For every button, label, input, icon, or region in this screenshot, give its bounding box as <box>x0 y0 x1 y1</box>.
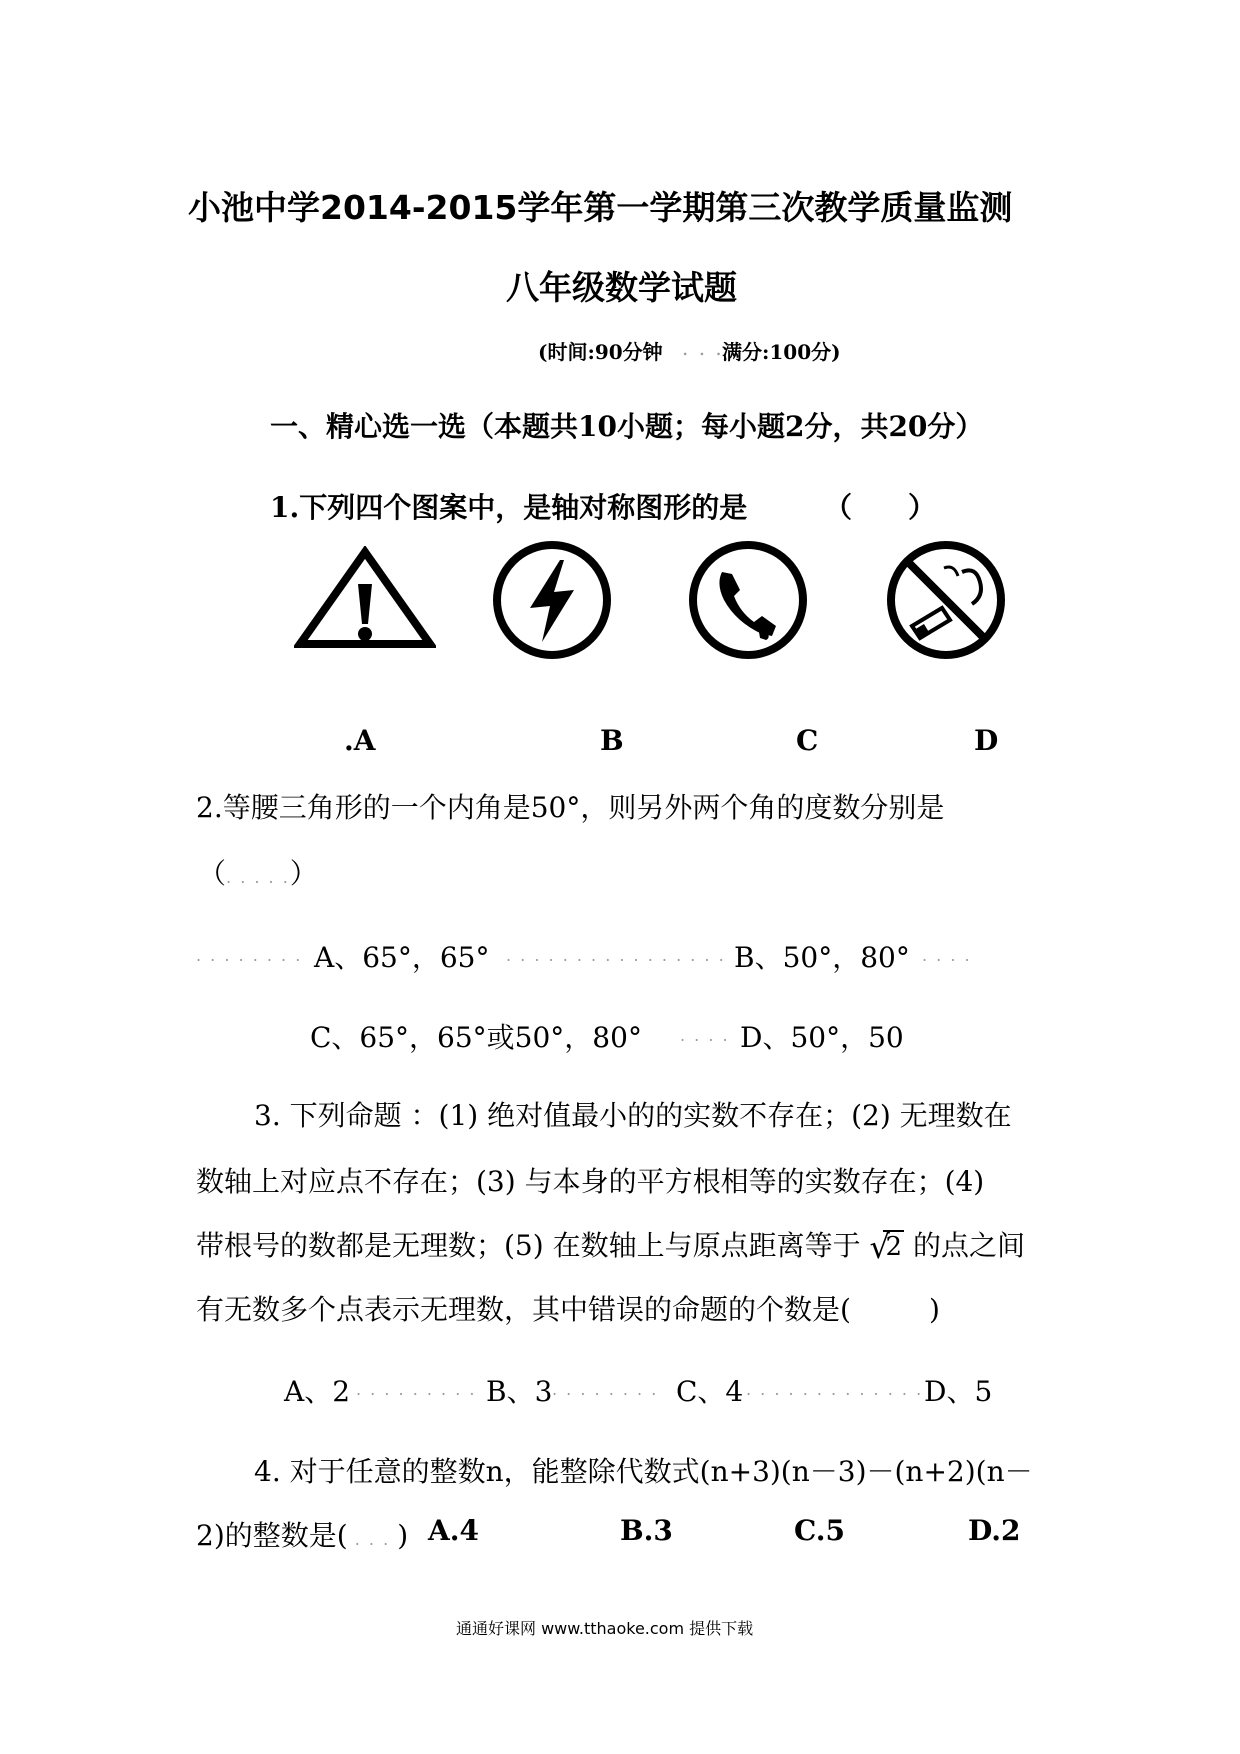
phone-circle-icon <box>686 538 810 662</box>
exam-time-info: (时间:90分钟 <box>538 340 663 364</box>
question-3-line-3 <box>196 1224 1025 1264</box>
exam-score-info: 满分:100分) <box>722 340 841 364</box>
dotted-spacer: . . . . . . . . . <box>356 1380 477 1399</box>
question-3-option-a: A、2 <box>284 1375 351 1408</box>
question-4-line-1: 4. 对于任意的整数n，能整除代数式(n+3)(n－3)－(n+2)(n－ <box>254 1455 1033 1488</box>
question-3-line-2: 数轴上对应点不存在；(3) 与本身的平方根相等的实数存在；(4) <box>196 1165 985 1198</box>
dotted-spacer: . . . <box>682 336 724 360</box>
question-2-option-c: C、65°，65°或50°，80° <box>310 1021 642 1054</box>
question-4-line-2-pre: 2)的整数是( <box>196 1519 348 1552</box>
question-2-option-b: B、50°，80° <box>734 941 910 974</box>
question-1-answer-paren: （ ） <box>824 491 937 524</box>
question-3-option-d: D、5 <box>924 1375 993 1408</box>
question-2-option-d: D、50°，50 <box>740 1021 904 1054</box>
question-1-text: 1.下列四个图案中，是轴对称图形的是 <box>270 491 748 524</box>
dotted-spacer: . . . . <box>680 1026 730 1045</box>
question-1-label-a: .A <box>344 724 376 757</box>
question-3-line-1: 3. 下列命题 ：(1) 绝对值最小的的实数不存在；(2) 无理数在 <box>254 1099 1012 1132</box>
question-4-option-d: D.2 <box>968 1514 1021 1547</box>
dotted-spacer: . . . . . . . . . . . . . . . . <box>506 946 726 965</box>
sqrt-radicand: 2 <box>885 1232 903 1262</box>
paren-close: ) <box>397 1519 409 1552</box>
question-1-label-d: D <box>974 724 999 757</box>
paren-open: （ <box>198 857 227 890</box>
question-4-option-b: B.3 <box>620 1514 673 1547</box>
question-4-option-c: C.5 <box>794 1514 846 1547</box>
exam-subtitle: 八年级数学试题 <box>506 268 737 307</box>
dotted-spacer: . . . <box>347 1530 398 1549</box>
question-2-text: 2.等腰三角形的一个内角是50°，则另外两个角的度数分别是 <box>196 791 945 824</box>
question-2-answer-paren <box>198 852 318 892</box>
question-3-option-c: C、4 <box>676 1375 744 1408</box>
exam-title: 小池中学2014-2015学年第一学期第三次教学质量监测 <box>188 188 1013 227</box>
question-3-line-3-pre: 带根号的数都是无理数；(5) 在数轴上与原点距离等于 <box>196 1229 861 1262</box>
question-2-option-a: A、65°，65° <box>314 941 490 974</box>
dotted-spacer: . . . . . <box>226 868 290 887</box>
question-1-label-c: C <box>796 724 819 757</box>
question-4-option-a: A.4 <box>428 1514 479 1547</box>
sqrt-expression <box>869 1228 904 1266</box>
section-heading: 一、精心选一选（本题共10小题；每小题2分，共20分） <box>270 410 984 443</box>
footer-source: 通通好课网 www.tthaoke.com 提供下载 <box>456 1619 754 1638</box>
question-1-label-b: B <box>600 724 624 757</box>
dotted-spacer: . . . . . . . . . . . . . <box>746 1380 924 1399</box>
question-3-option-b: B、3 <box>486 1375 553 1408</box>
dotted-spacer: . . . . <box>922 946 972 965</box>
sqrt-sign-icon: √ <box>869 1228 890 1266</box>
dotted-spacer: . . . . . . . . <box>552 1380 659 1399</box>
lightning-circle-icon <box>490 538 614 662</box>
paren-close: ） <box>289 857 318 890</box>
warning-triangle-icon <box>294 546 436 650</box>
dotted-spacer: . . . . . . . . <box>196 946 303 965</box>
paren-close: ) <box>928 1293 940 1326</box>
question-3-line-4-text: 有无数多个点表示无理数，其中错误的命题的个数是( <box>196 1293 851 1326</box>
no-smoking-icon <box>884 538 1008 662</box>
question-3-line-4 <box>196 1288 940 1328</box>
question-4-line-2 <box>196 1514 408 1554</box>
question-3-line-3-post: 的点之间 <box>912 1229 1025 1262</box>
